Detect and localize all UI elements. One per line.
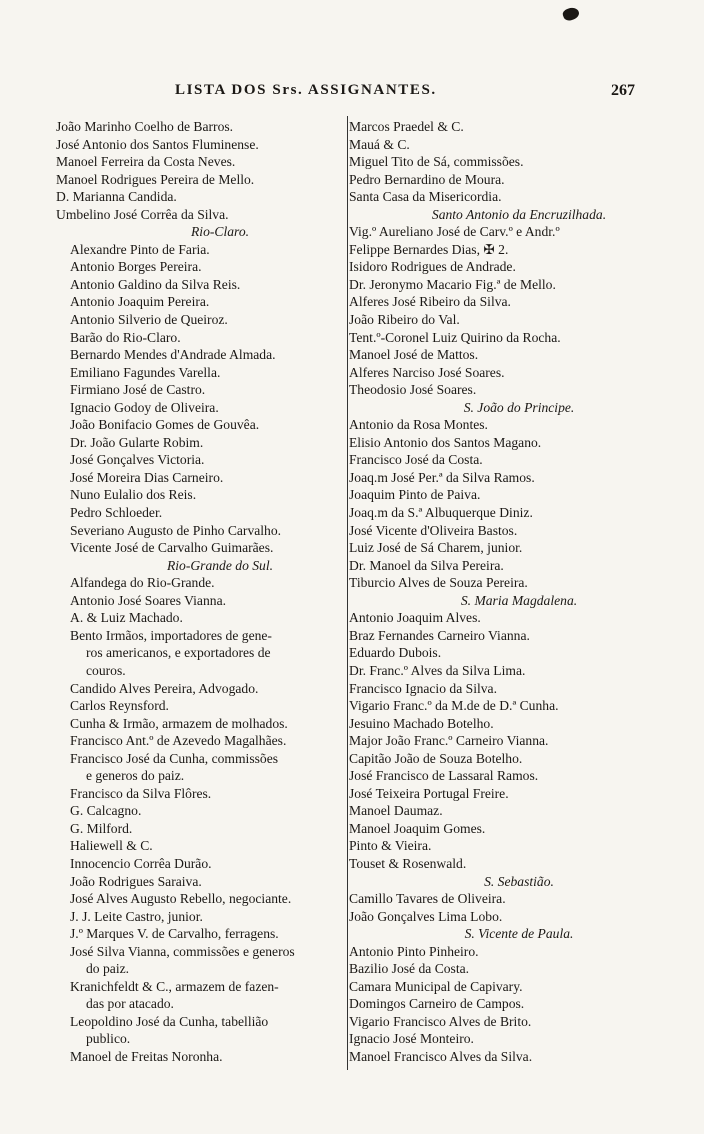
- subscriber-entry: Alfandega do Rio-Grande.: [70, 575, 215, 591]
- right-column: [349, 118, 679, 1066]
- subscriber-entry: Felippe Bernardes Dias, ✠ 2.: [349, 241, 509, 257]
- subscriber-entry: Manoel José de Mattos.: [349, 347, 479, 363]
- subscriber-entry: G. Milford.: [70, 820, 133, 836]
- ink-mark: [561, 6, 580, 23]
- subscriber-entry: Santa Casa da Misericordia.: [349, 189, 502, 205]
- subscriber-entry: Leopoldino José da Cunha, tabellião: [70, 1013, 269, 1029]
- subscriber-entry: Alexandre Pinto de Faria.: [70, 241, 210, 257]
- subscriber-entry: G. Calcagno.: [70, 803, 142, 819]
- subscriber-entry: Dr. Franc.º Alves da Silva Lima.: [349, 662, 526, 678]
- subscriber-entry: das por atacado.: [86, 996, 174, 1012]
- subscriber-entry: Alferes Narciso José Soares.: [349, 364, 505, 380]
- section-heading: S. João do Principe.: [463, 399, 575, 415]
- subscriber-entry: Vigario Franc.º da M.de de D.ª Cunha.: [349, 698, 559, 714]
- subscriber-entry: Cunha & Irmão, armazem de molhados.: [70, 715, 288, 731]
- subscriber-entry: Capitão João de Souza Botelho.: [349, 750, 523, 766]
- subscriber-entry: Isidoro Rodrigues de Andrade.: [349, 259, 516, 275]
- subscriber-entry: Mauá & C.: [349, 136, 410, 152]
- subscriber-entry: Pinto & Vieira.: [349, 838, 432, 854]
- section-heading: S. Vicente de Paula.: [464, 926, 574, 942]
- subscriber-entry: Manoel Joaquim Gomes.: [349, 820, 486, 836]
- subscriber-entry: Manoel de Freitas Noronha.: [70, 1048, 223, 1064]
- section-heading: Santo Antonio da Encruzilhada.: [431, 206, 607, 222]
- subscriber-entry: Kranichfeldt & C., armazem de fazen-: [70, 978, 279, 994]
- subscriber-entry: Antonio da Rosa Montes.: [349, 417, 488, 433]
- subscriber-entry: Antonio Joaquim Pereira.: [70, 294, 210, 310]
- subscriber-entry: Joaq.m José Per.ª da Silva Ramos.: [349, 469, 535, 485]
- subscriber-entry: Manoel Francisco Alves da Silva.: [349, 1048, 533, 1064]
- subscriber-entry: Dr. Jeronymo Macario Fig.ª de Mello.: [349, 276, 556, 292]
- subscriber-entry: Jesuino Machado Botelho.: [349, 715, 494, 731]
- subscriber-entry: Carlos Reynsford.: [70, 698, 169, 714]
- subscriber-entry: couros.: [86, 662, 126, 678]
- subscriber-entry: A. & Luiz Machado.: [70, 610, 183, 626]
- subscriber-entry: e generos do paiz.: [86, 768, 185, 784]
- subscriber-entry: Antonio Joaquim Alves.: [349, 610, 481, 626]
- subscriber-entry: Antonio Silverio de Queiroz.: [70, 312, 228, 328]
- subscriber-entry: Marcos Praedel & C.: [349, 119, 464, 134]
- subscriber-entry: Antonio José Soares Vianna.: [70, 592, 226, 608]
- subscriber-entry: Vig.º Aureliano José de Carv.º e Andr.º: [349, 224, 560, 240]
- subscriber-entry: Vicente José de Carvalho Guimarães.: [70, 540, 274, 556]
- section-heading: Rio-Grande do Sul.: [166, 557, 274, 573]
- subscriber-entry: Francisco José da Costa.: [349, 452, 483, 468]
- subscriber-entry: José Alves Augusto Rebello, negociante.: [70, 891, 292, 907]
- section-heading: S. Maria Magdalena.: [460, 592, 578, 608]
- subscriber-entry: José Francisco de Lassaral Ramos.: [349, 768, 539, 784]
- section-heading: Rio-Claro.: [190, 224, 250, 240]
- subscriber-entry: Miguel Tito de Sá, commissões.: [349, 154, 524, 170]
- subscriber-entry: Touset & Rosenwald.: [349, 855, 467, 871]
- subscriber-entry: Ignacio José Monteiro.: [349, 1031, 474, 1047]
- subscriber-entry: do paiz.: [86, 961, 130, 977]
- subscriber-entry: Francisco Ant.º de Azevedo Magalhães.: [70, 733, 287, 749]
- column-divider: [347, 116, 348, 1070]
- page-header: [175, 82, 635, 104]
- subscriber-entry: ros americanos, e exportadores de: [86, 645, 271, 661]
- subscriber-entry: Firmiano José de Castro.: [70, 382, 206, 398]
- subscriber-entry: Vigario Francisco Alves de Brito.: [349, 1013, 532, 1029]
- subscriber-entry: Pedro Schloeder.: [70, 505, 163, 521]
- subscriber-entry: Tiburcio Alves de Souza Pereira.: [349, 575, 528, 591]
- subscriber-entry: Francisco Ignacio da Silva.: [349, 680, 497, 696]
- subscriber-entry: João Rodrigues Saraiva.: [70, 873, 202, 889]
- subscriber-entry: Francisco da Silva Flôres.: [70, 785, 212, 801]
- subscriber-entry: Francisco José da Cunha, commissões: [70, 750, 279, 766]
- subscriber-entry: J. J. Leite Castro, junior.: [70, 908, 203, 924]
- page-title: LISTA DOS Srs. ASSIGNANTES.: [175, 82, 437, 98]
- subscriber-entry: Manoel Ferreira da Costa Neves.: [56, 154, 236, 170]
- subscriber-entry: Haliewell & C.: [70, 838, 153, 854]
- subscriber-entry: Joaquim Pinto de Paiva.: [349, 487, 481, 503]
- subscriber-entry: D. Marianna Candida.: [56, 189, 177, 205]
- subscriber-entry: José Vicente d'Oliveira Bastos.: [349, 522, 518, 538]
- subscriber-entry: Severiano Augusto de Pinho Carvalho.: [70, 522, 282, 538]
- subscriber-entry: Nuno Eulalio dos Reis.: [70, 487, 197, 503]
- subscriber-entry: Manoel Rodrigues Pereira de Mello.: [56, 171, 255, 187]
- page-number: 267: [611, 82, 635, 99]
- subscriber-entry: João Marinho Coelho de Barros.: [56, 119, 234, 134]
- left-column: [56, 118, 356, 1066]
- subscriber-entry: Theodosio José Soares.: [349, 382, 477, 398]
- subscriber-entry: Antonio Borges Pereira.: [70, 259, 202, 275]
- subscriber-entry: Manoel Daumaz.: [349, 803, 443, 819]
- subscriber-entry: João Gonçalves Lima Lobo.: [349, 908, 503, 924]
- subscriber-entry: Major João Franc.º Carneiro Vianna.: [349, 733, 549, 749]
- subscriber-entry: Braz Fernandes Carneiro Vianna.: [349, 627, 530, 643]
- subscriber-entry: Umbelino José Corrêa da Silva.: [56, 206, 229, 222]
- subscriber-entry: João Bonifacio Gomes de Gouvêa.: [70, 417, 260, 433]
- subscriber-entry: Luiz José de Sá Charem, junior.: [349, 540, 523, 556]
- subscriber-entry: José Moreira Dias Carneiro.: [70, 469, 224, 485]
- subscriber-entry: Joaq.m da S.ª Albuquerque Diniz.: [349, 505, 533, 521]
- subscriber-entry: Innocencio Corrêa Durão.: [70, 855, 212, 871]
- subscriber-entry: Barão do Rio-Claro.: [70, 329, 181, 345]
- subscriber-entry: Antonio Pinto Pinheiro.: [349, 943, 479, 959]
- subscriber-entry: João Ribeiro do Val.: [349, 312, 460, 328]
- subscriber-entry: Dr. Manoel da Silva Pereira.: [349, 557, 504, 573]
- subscriber-entry: Bernardo Mendes d'Andrade Almada.: [70, 347, 276, 363]
- subscriber-entry: J.º Marques V. de Carvalho, ferragens.: [70, 926, 279, 942]
- subscriber-entry: José Antonio dos Santos Fluminense.: [56, 136, 259, 152]
- subscriber-entry: Elisio Antonio dos Santos Magano.: [349, 434, 542, 450]
- subscriber-entry: Alferes José Ribeiro da Silva.: [349, 294, 511, 310]
- subscriber-entry: Domingos Carneiro de Campos.: [349, 996, 525, 1012]
- subscriber-entry: Eduardo Dubois.: [349, 645, 442, 661]
- subscriber-entry: Camillo Tavares de Oliveira.: [349, 891, 506, 907]
- subscriber-entry: Bazilio José da Costa.: [349, 961, 470, 977]
- subscriber-entry: José Silva Vianna, commissões e generos: [70, 943, 295, 959]
- subscriber-entry: José Gonçalves Victoria.: [70, 452, 205, 468]
- subscriber-entry: Dr. João Gularte Robim.: [70, 434, 204, 450]
- subscriber-entry: Candido Alves Pereira, Advogado.: [70, 680, 259, 696]
- subscriber-entry: Antonio Galdino da Silva Reis.: [70, 276, 241, 292]
- subscriber-entry: Tent.º-Coronel Luiz Quirino da Rocha.: [349, 329, 561, 345]
- subscriber-entry: Pedro Bernardino de Moura.: [349, 171, 505, 187]
- section-heading: S. Sebastião.: [484, 873, 554, 889]
- subscriber-entry: Camara Municipal de Capivary.: [349, 978, 523, 994]
- subscriber-entry: Ignacio Godoy de Oliveira.: [70, 399, 219, 415]
- subscriber-entry: publico.: [86, 1031, 131, 1047]
- subscriber-entry: José Teixeira Portugal Freire.: [349, 785, 509, 801]
- subscriber-entry: Emiliano Fagundes Varella.: [70, 364, 221, 380]
- subscriber-entry: Bento Irmãos, importadores de gene-: [70, 627, 272, 643]
